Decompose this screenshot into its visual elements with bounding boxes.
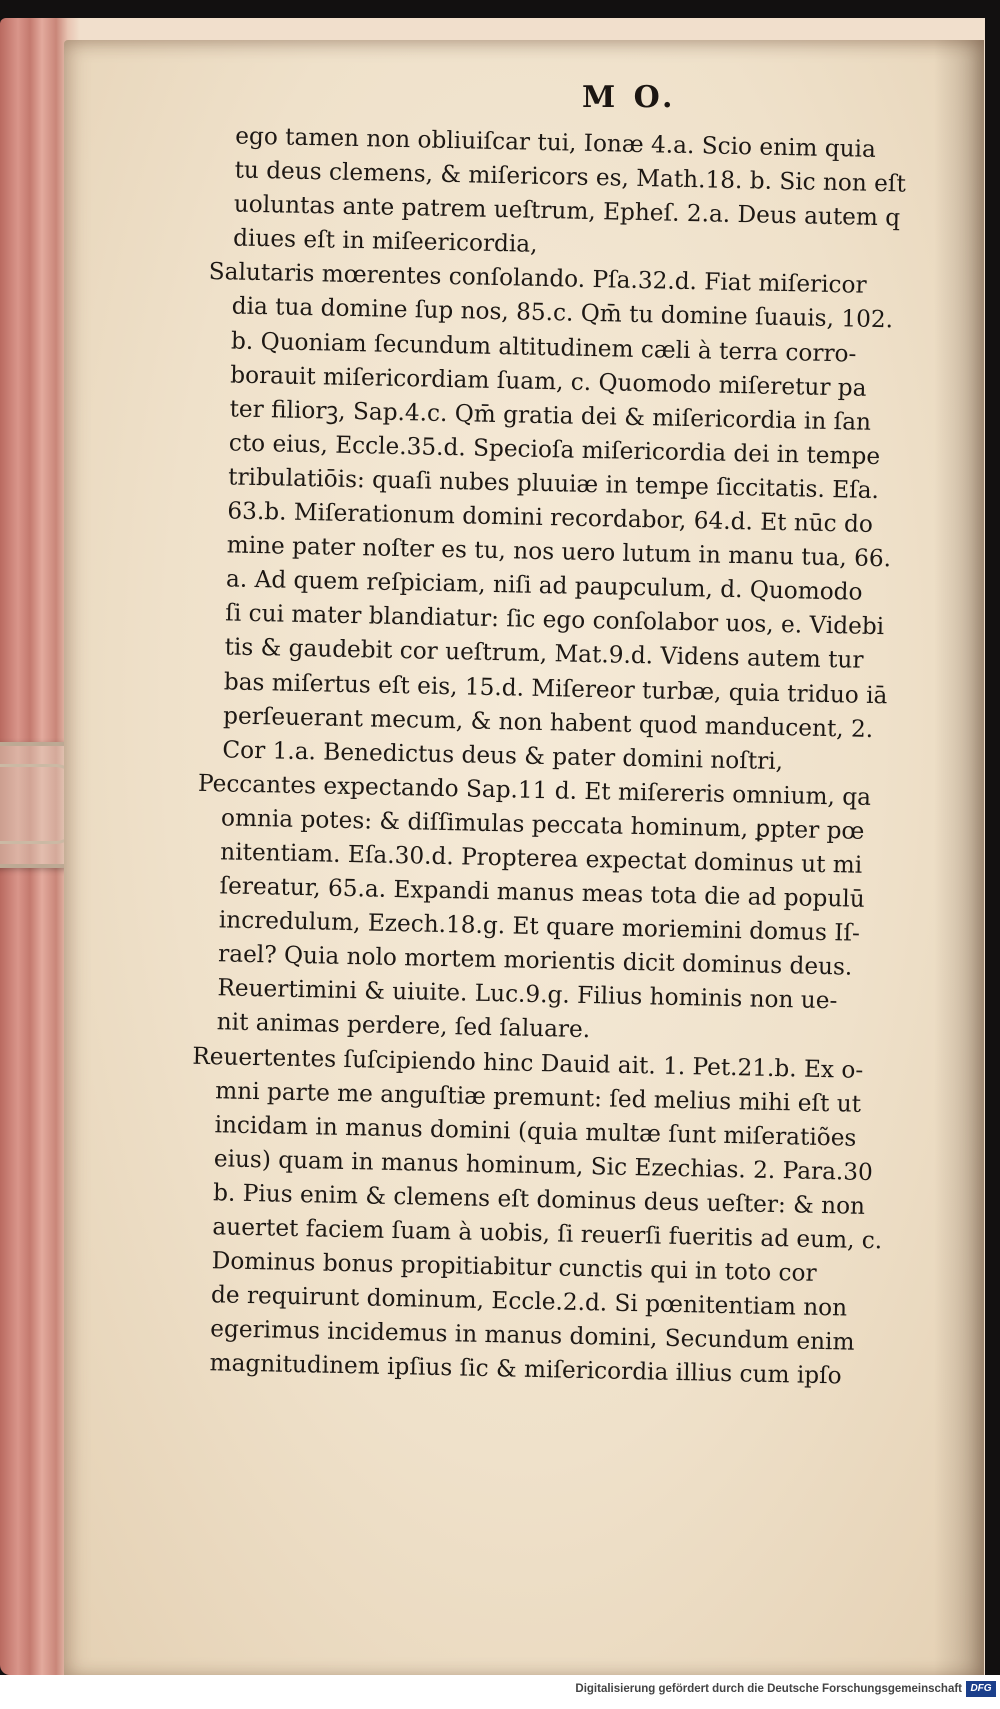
text-line: b. Pius enim & clemens eſt dominus deus ueſter: & non (212, 1178, 866, 1220)
text-line: incidam in manus domini (quia multæ ſunt miſeratiões (214, 1109, 857, 1152)
text-line: incredulum, Ezech.18.g. Et quare moriemini domus Iſ- (218, 905, 861, 947)
text-line: cto eius, Eccle.35.d. Specioſa miſericordia dei in tempe (228, 428, 881, 470)
text-line: eius) quam in manus hominum, Sic Ezechias. 2. Para.30 (213, 1144, 874, 1186)
text-line: auertet faciem ſuam à uobis, ſi reuerſi fueritis ad eum, c. (212, 1212, 883, 1255)
text-line: egerimus incidemus in manus domini, Secundum enim (210, 1314, 855, 1357)
text-line: a. Ad quem reſpiciam, niſi ad paupculum, d. Quomodo (225, 564, 863, 606)
digitization-footer (0, 1675, 1000, 1709)
text-line: magnitudinem ipſius ſic & miſericordia illius cum ipſo (209, 1348, 842, 1390)
text-line: 63.b. Miſerationum domini recordabor, 64.d. Et nūc do (227, 496, 874, 538)
text-line: uoluntas ante patrem ueſtrum, Epheſ. 2.a. Deus autem q (233, 189, 901, 232)
text-line: mni parte me anguſtiæ premunt: ſed melius mihi eſt ut (215, 1075, 862, 1118)
text-line: b. Quoniam ſecundum altitudinem cæli à terra corro- (230, 326, 857, 368)
text-line: perſeuerant mecum, & non habent quod manducent, 2. (222, 700, 874, 743)
text-line: omnia potes: & diſſimulas peccata hominum, ꝑpter pœ (220, 803, 865, 845)
text-line: ſereatur, 65.a. Expandi manus meas tota die ad populū (219, 871, 865, 913)
text-line: dia tua domine ſup nos, 85.c. Qm̄ tu domine ſuauis, 102. (231, 291, 894, 334)
text-line: Reuertentes ſuſcipiendo hinc Dauid ait. 1. Pet.21.b. Ex o- (192, 1041, 864, 1084)
text-line: ſi cui mater blandiatur: ſic ego conſolabor uos, e. Videbi (225, 598, 885, 641)
text-line: de requirunt dominum, Eccle.2.d. Si pœnitentiam non (210, 1280, 848, 1322)
text-line: ego tamen non obliuiſcar tui, Ionæ 4.a. Scio enim quia (235, 121, 877, 163)
text-line: Salutaris mœrentes conſolando. Pſa.32.d. Fiat miſericor (208, 257, 867, 300)
text-line: ter filiorꝫ, Sap.4.c. Qm̄ gratia dei & miſericordia in ſan (229, 394, 872, 436)
text-line: Dominus bonus propitiabitur cunctis qui in toto cor (211, 1246, 817, 1288)
text-line: bas miſertus eſt eis, 15.d. Miſereor turbæ, quia triduo iā (223, 666, 888, 709)
text-line: Reuertimini & uiuite. Luc.9.g. Filius hominis non ue- (217, 973, 838, 1015)
text-line: Cor 1.a. Benedictus deus & pater domini noſtri, (222, 735, 784, 775)
text-line: rael? Quia nolo mortem morientis dicit dominus deus. (217, 939, 853, 981)
text-line: diues eſt in miſeericordia, (232, 223, 538, 259)
page-text (186, 118, 962, 1395)
text-line: tribulatiōis: quaſi nubes pluuiæ in tempe ſiccitatis. Eſa. (227, 462, 880, 504)
text-line: tu deus clemens, & miſericors es, Math.18. b. Sic non eſt (234, 155, 907, 198)
text-line: borauit miſericordiam ſuam, c. Quomodo miſeretur pa (230, 360, 867, 402)
dfg-logo: DFG (966, 1681, 996, 1697)
text-line: nitentiam. Eſa.30.d. Propterea expectat dominus ut mi (220, 837, 863, 879)
funding-credit: Digitalisierung gefördert durch die Deutsche Forschungsgemeinschaft (575, 1683, 962, 1695)
text-line: tis & gaudebit cor ueſtrum, Mat.9.d. Videns autem tur (224, 632, 864, 675)
text-line: nit animas perdere, ſed ſaluare. (216, 1007, 591, 1044)
text-line: mine pater noſter es tu, nos uero lutum in manu tua, 66. (226, 530, 892, 573)
running-head: M O. (582, 80, 677, 115)
text-line: Peccantes expectando Sap.11 d. Et miſereris omnium, qa (197, 768, 872, 811)
